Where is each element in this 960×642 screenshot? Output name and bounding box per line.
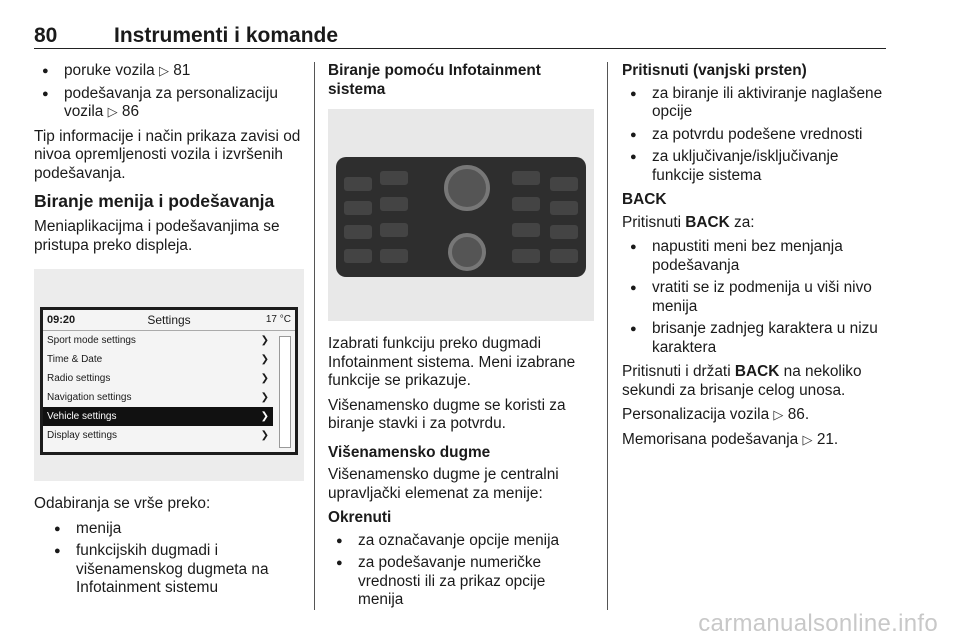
list-item: ● brisanje zadnjeg karaktera u nizu karaktera [622,320,888,357]
section-heading: Biranje menija i podešavanja [34,191,275,211]
sub-heading: BACK [622,191,667,208]
column-3 [622,62,888,455]
paragraph: Višenamensko dugme je centralni upravljački elemenat za menije: [328,466,559,502]
list-item: ● za potvrdu podešene vrednosti [622,126,888,145]
bullet-list-top [34,62,304,122]
page-number: 80 [34,24,58,47]
display-temperature: 17 °C [265,314,291,325]
panel-button [380,223,408,237]
panel-button [380,197,408,211]
panel-button [512,171,540,185]
panel-button [344,177,372,191]
sub-heading: Pritisnuti (vanjski prsten) [622,62,807,79]
menu-item-time-date[interactable]: Time & Date ❯ [43,350,273,369]
menu-item-navigation[interactable]: Navigation settings ❯ [43,388,273,407]
panel-button [344,249,372,263]
bullet-list [622,238,888,357]
panel-button [344,201,372,215]
list-item: ● za podešavanje numeričke vrednosti ili za prikaz opcije menija [328,554,594,610]
list-item: ● menija [34,520,304,539]
column-divider-2 [607,62,608,610]
list-item: ● vratiti se iz podmenija u viši nivo menija [622,279,888,316]
menu-item-radio[interactable]: Radio settings ❯ [43,369,273,388]
page-ref[interactable]: 86. [787,406,810,423]
display-time: 09:20 [47,314,76,326]
chevron-right-icon: ❯ [260,392,269,403]
panel-button [344,225,372,239]
display-screen [43,310,295,452]
volume-knob-icon [444,165,490,211]
page-ref[interactable]: 81 [173,62,191,79]
list-item: ● za biranje ili aktiviranje naglašene opcije [622,85,888,122]
display-bezel [40,307,298,455]
sub-heading: Višenamensko dugme [328,443,491,461]
infotainment-panel-figure [328,109,594,321]
column-1 [34,62,304,604]
menu-item-sport-mode[interactable]: Sport mode settings ❯ [43,331,273,350]
list-item: ● poruke vozila ▷ 81 [34,62,304,81]
panel-button [550,225,578,239]
menu-item-display[interactable]: Display settings ❯ [43,426,273,445]
panel-button [380,249,408,263]
panel-button [550,201,578,215]
paragraph: Pritisnuti i držati BACK na nekoliko sekundi za brisanje celog unosa. [622,363,862,399]
column-divider-1 [314,62,315,610]
watermark: carmanualsonline.info [698,610,938,637]
chevron-right-icon: ❯ [260,373,269,384]
paragraph: Tip informacije i način prikaza zavisi od nivoa opremljenosti vozila i izvršenih podešavanja. [34,127,301,182]
display-title: Settings [147,313,191,327]
settings-screen-figure [34,269,304,481]
paragraph: Pritisnuti BACK za: [622,213,755,231]
reference-arrow-icon: ▷ [802,431,813,447]
paragraph: Personalizacija vozila ▷ 86. [622,406,810,423]
sub-heading: Okrenuti [328,509,392,526]
list-item: ● za uključivanje/isključivanje funkcije sistema [622,148,888,185]
paragraph: Višenamensko dugme se koristi za biranje stavki i za potvrdu. [328,396,566,432]
reference-arrow-icon: ▷ [107,104,118,119]
panel-button [380,171,408,185]
reference-arrow-icon: ▷ [773,407,784,422]
list-item: ● napustiti meni bez menjanja podešavanja [622,238,888,275]
panel-button [512,249,540,263]
paragraph: Odabiranja se vrše preko: [34,495,211,512]
list-item: ● za označavanje opcije menija [328,532,594,551]
list-item: ● podešavanja za personalizaciju vozila ▷ 86 [34,85,304,122]
chevron-right-icon: ❯ [260,335,269,346]
paragraph: Izabrati funkciju preko dugmadi Infotainment sistema. Meni izabrane funkcije se prikazuje. [328,335,576,389]
bullet-list [328,532,594,610]
panel-button [512,223,540,237]
panel-button [550,249,578,263]
section-heading: Biranje pomoću Infotainment sistema [328,62,541,98]
panel-button [512,197,540,211]
page-header [34,16,886,49]
bullet-list-bottom [34,520,304,598]
column-2 [328,62,594,616]
reference-arrow-icon: ▷ [158,63,169,78]
bullet-list [622,85,888,186]
display-status-bar [43,310,295,331]
multifunction-knob-icon [448,233,486,271]
menu-item-vehicle[interactable]: Vehicle settings ❯ [43,407,273,426]
chevron-right-icon: ❯ [260,430,269,441]
list-item: ● funkcijskih dugmadi i višenamenskog dugmeta na Infotainment sistemu [34,542,304,598]
page-ref[interactable]: 86 [121,103,140,120]
chevron-right-icon: ❯ [260,354,269,365]
paragraph: Memorisana podešavanja ▷ 21. [622,430,839,448]
display-scrollbar [279,336,291,448]
paragraph: Meniaplikacijma i podešavanjima se pristupa preko displeja. [34,218,280,254]
panel-button [550,177,578,191]
page-title: Instrumenti i komande [114,24,339,47]
page-ref[interactable]: 21. [816,430,839,448]
chevron-right-icon: ❯ [260,411,269,422]
